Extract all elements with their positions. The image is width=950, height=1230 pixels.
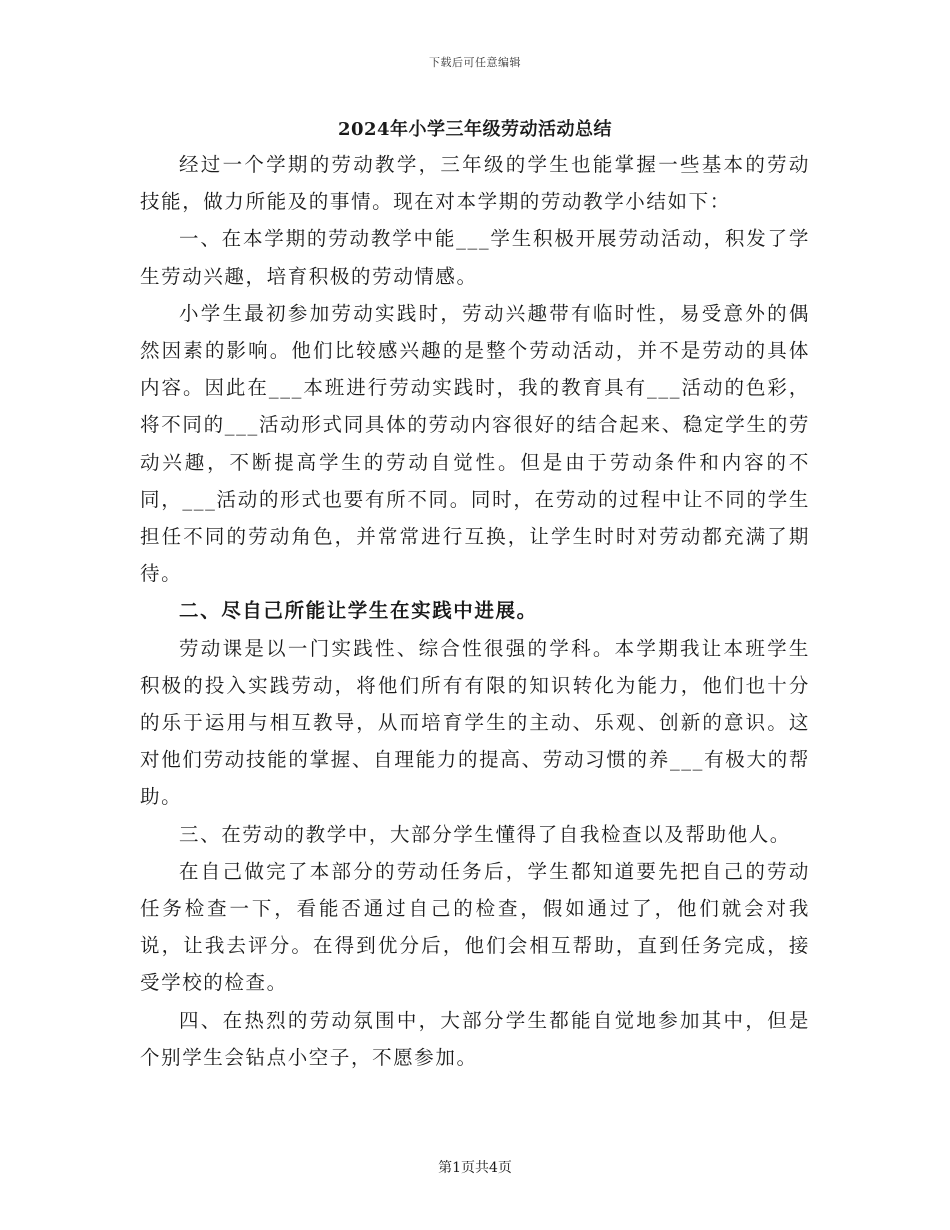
paragraph-section-4: 四、在热烈的劳动氛围中，大部分学生都能自觉地参加其中，但是个别学生会钻点小空子，不愿参加。 — [140, 1008, 810, 1069]
paragraph-intro: 经过一个学期的劳动教学，三年级的学生也能掌握一些基本的劳动技能，做力所能及的事情。现在对本学期的劳动教学小结如下： — [140, 153, 810, 214]
paragraph-section-1: 一、在本学期的劳动教学中能___学生积极开展劳动活动，积发了学生劳动兴趣，培育积极的劳动情感。 — [140, 227, 810, 288]
header-note: 下载后可任意编辑 — [429, 56, 521, 69]
paragraph-section-2-detail: 劳动课是以一门实践性、综合性很强的学科。本学期我让本班学生积极的投入实践劳动，将他们所有有限的知识转化为能力，他们也十分的乐于运用与相互教导，从而培育学生的主动、乐观、创新的意识。这对他们劳动技能的掌握、自理能力的提高、劳动习惯的养___有极大的帮助。 — [140, 636, 810, 809]
paragraph-section-1-detail: 小学生最初参加劳动实践时，劳动兴趣带有临时性，易受意外的偶然因素的影响。他们比较感兴趣的是整个劳动活动，并不是劳动的具体内容。因此在___本班进行劳动实践时，我的教育具有___活动的色彩，将不同的___活动形式同具体的劳动内容很好的结合起来、稳定学生的劳动兴趣，不断提高学生的劳动自觉性。但是由于劳动条件和内容的不同，___活动的形式也要有所不同。同时，在劳动的过程中让不同的学生担任不同的劳动角色，并常常进行互换，让学生时时对劳动都充满了期待。 — [140, 301, 810, 586]
document-body — [140, 146, 810, 1076]
paragraph-section-3-detail: 在自己做完了本部分的劳动任务后，学生都知道要先把自己的劳动任务检查一下，看能否通过自己的检查，假如通过了，他们就会对我说，让我去评分。在得到优分后，他们会相互帮助，直到任务完成，接受学校的检查。 — [140, 859, 810, 995]
paragraph-section-3-heading: 三、在劳动的教学中，大部分学生懂得了自我检查以及帮助他人。 — [179, 822, 791, 846]
paragraph-section-2-heading: 二、尽自己所能让学生在实践中进展。 — [179, 599, 538, 623]
page-number-footer: 第1页共4页 — [438, 1160, 512, 1176]
document-title: 2024年小学三年级劳动活动总结 — [337, 119, 613, 140]
